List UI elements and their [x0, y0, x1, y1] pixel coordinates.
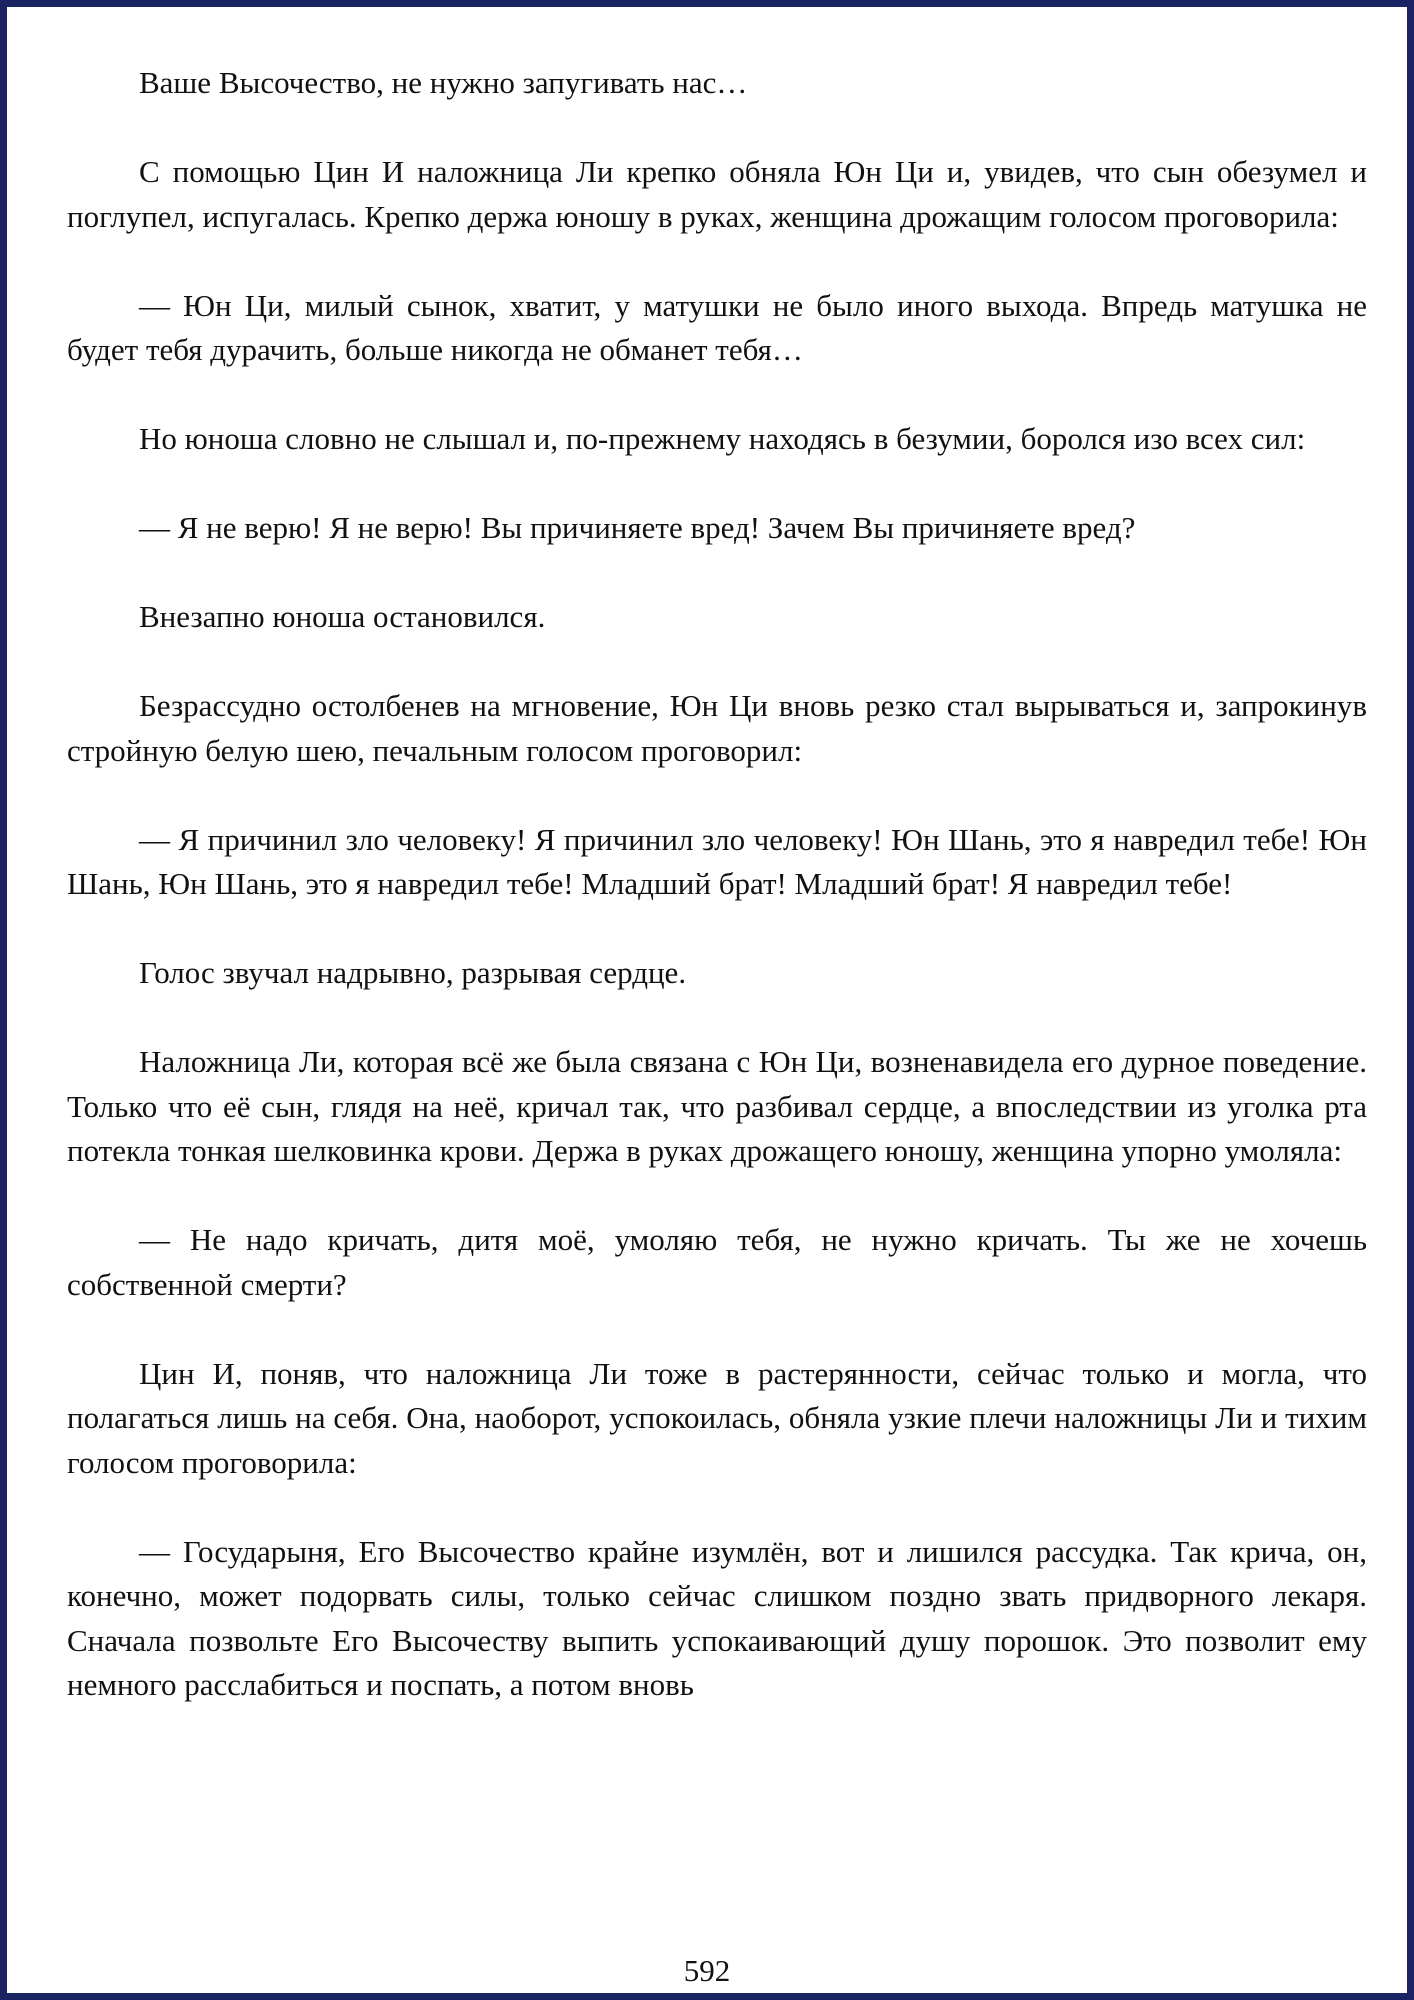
- paragraph: С помощью Цин И наложница Ли крепко обняла Юн Ци и, увидев, что сын обезумел и поглупел, испугалась. Крепко держа юношу в руках, женщина дрожащим голосом проговорила:: [67, 154, 1367, 234]
- paragraph: Наложница Ли, которая всё же была связана с Юн Ци, возненавидела его дурное поведение. Только что её сын, глядя на неё, кричал так, что разбивал сердце, а впоследствии из уголка рта потекла тонкая шелковинка крови. Держа в руках дрожащего юношу, женщина упорно умоляла:: [67, 1044, 1367, 1168]
- paragraph: — Не надо кричать, дитя моё, умоляю тебя, не нужно кричать. Ты же не хочешь собственной смерти?: [67, 1222, 1367, 1302]
- paragraph: — Юн Ци, милый сынок, хватит, у матушки не было иного выхода. Впредь матушка не будет тебя дурачить, больше никогда не обманет тебя…: [67, 287, 1367, 367]
- paragraph: Но юноша словно не слышал и, по-прежнему находясь в безумии, боролся изо всех сил:: [139, 421, 1306, 456]
- paragraph: Ваше Высочество, не нужно запугивать нас…: [139, 65, 748, 100]
- body-text: [67, 61, 1367, 1708]
- paragraph: Голос звучал надрывно, разрывая сердце.: [139, 955, 687, 990]
- paragraph: — Я не верю! Я не верю! Вы причиняете вред! Зачем Вы причиняете вред?: [139, 510, 1136, 545]
- paragraph: Внезапно юноша остановился.: [139, 599, 546, 634]
- paragraph: — Государыня, Его Высочество крайне изумлён, вот и лишился рассудка. Так крича, он, конечно, может подорвать силы, только сейчас слишком поздно звать придворного лекаря. Сначала позвольте Его Высочеству выпить успокаивающий душу порошок. Это позволит ему немного расслабиться и поспать, а потом вновь: [67, 1533, 1367, 1702]
- paragraph: Безрассудно остолбенев на мгновение, Юн Ци вновь резко стал вырываться и, запрокинув стройную белую шею, печальным голосом проговорил:: [67, 688, 1367, 768]
- paragraph: Цин И, поняв, что наложница Ли тоже в растерянности, сейчас только и могла, что полагаться лишь на себя. Она, наоборот, успокоилась, обняла узкие плечи наложницы Ли и тихим голосом проговорила:: [67, 1355, 1367, 1480]
- page-number: 592: [683, 1953, 731, 1988]
- paragraph: — Я причинил зло человеку! Я причинил зло человеку! Юн Шань, это я навредил тебе! Юн Шань, Юн Шань, это я навредил тебе! Младший брат! Младший брат! Я навредил тебе!: [67, 821, 1367, 901]
